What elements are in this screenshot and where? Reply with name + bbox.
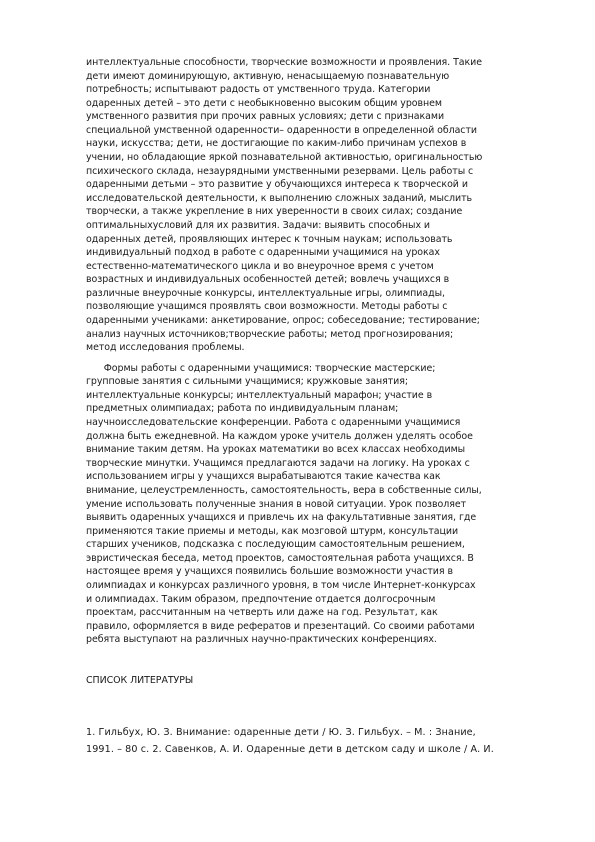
paragraph-gifted-children [86,56,548,355]
text-line: должна быть ежедневной. На каждом уроке учитель должен уделять особое [86,430,473,442]
reference-line: 1. Гильбух, Ю. З. Внимание: одаренные дети / Ю. З. Гильбух. – М. : Знание, [86,727,476,739]
references-heading: СПИСОК ЛИТЕРАТУРЫ [86,674,194,686]
text-line: Формы работы с одаренными учащимися: творческие мастерские; [86,362,436,374]
text-line: интеллектуальные конкурсы; интеллектуальный марафон; участие в [86,389,433,401]
text-line: метод исследования проблемы. [86,342,245,354]
text-line: возрастных и индивидуальных особенностей детей; вовлечь учащихся в [86,274,450,286]
text-line: ребята выступают на различных научно-практических конференциях. [86,634,437,646]
text-line: использованием игры у учащихся вырабатываются такие качества как [86,471,441,483]
document-page [86,56,548,758]
text-line: старших учеников, подсказка с последующим самостоятельным решением, [86,539,465,551]
text-line: проектам, рассчитанным на четверть или даже на год. Результат, как [86,607,438,619]
text-line: групповые занятия с сильными учащимися; кружковые занятия; [86,376,408,388]
text-line: дети имеют доминирующую, активную, ненасыщаемую познавательную [86,70,450,82]
text-line: внимание таким детям. На уроках математики во всех классах необходимы [86,444,466,456]
text-line: оптимальныхусловий для их развития. Задачи: выявить способных и [86,219,431,231]
text-line: учении, но обладающие яркой познавательной активностью, оригинальностью [86,152,483,164]
text-line: творческие минутки. Учащимся предлагаются задачи на логику. На уроках с [86,457,470,469]
text-line: анализ научных источников;творческие работы; метод прогнозирования; [86,328,454,340]
text-line: индивидуальный подход в работе с одаренными учащимися на уроках [86,247,440,259]
paragraph-work-forms [86,362,548,647]
text-line: одаренных детей, проявляющих интерес к точным наукам; использовать [86,233,453,245]
text-line: и олимпиадах. Таким образом, предпочтение отдается долгосрочным [86,593,436,605]
text-line: олимпиадах и конкурсах различного уровня, в том числе Интернет-конкурсах [86,579,476,591]
reference-line: 1991. – 80 с. 2. Савенков, А. И. Одаренные дети в детском саду и школе / А. И. [86,743,494,755]
text-line: настоящее время у учащихся появились большие возможности участия в [86,566,453,578]
text-line: внимание, целеустремленность, самостоятельность, вера в собственные силы, [86,484,482,496]
text-line: одаренными детьми – это развитие у обучающихся интереса к творческой и [86,179,468,191]
text-line: специальной умственной одаренности– одаренности в определенной области [86,124,477,136]
text-line: потребность; испытывают радость от умственного труда. Категории [86,84,431,96]
text-line: психического склада, незаурядными умственными резервами. Цель работы с [86,165,474,177]
text-line: позволяющие учащимся проявлять свои возможности. Методы работы с [86,301,448,313]
text-line: выявить одаренных учащихся и привлечь их на факультативные занятия, где [86,512,477,524]
text-line: эвристическая беседа, метод проектов, самостоятельная работа учащихся. В [86,552,474,564]
text-line: применяются такие приемы и методы, как мозговой штурм, консультации [86,525,459,537]
text-line: науки, искусства; дети, не достигающие по каким-либо причинам успехов в [86,138,467,150]
text-line: правило, оформляется в виде рефератов и презентаций. Со своими работами [86,620,475,632]
text-line: умение использовать полученные знания в новой ситуации. Урок позволяет [86,498,467,510]
text-line: творчески, а также укрепление в них уверенности в своих силах; создание [86,206,463,218]
text-line: одаренными учениками: анкетирование, опрос; собеседование; тестирование; [86,314,480,326]
text-line: одаренных детей – это дети с необыкновенно высоким общим уровнем [86,97,442,109]
references-list [86,725,548,758]
text-line: исследовательской деятельности, к выполнению сложных заданий, мыслить [86,192,473,204]
text-line: различные внеурочные конкурсы, интеллектуальные игры, олимпиады, [86,287,445,299]
text-line: умственного развития при прочих равных условиях; дети с признаками [86,111,445,123]
text-line: интеллектуальные способности, творческие возможности и проявления. Такие [86,57,483,68]
text-line: естественно-математического цикла и во внеурочное время с учетом [86,260,434,272]
text-line: предметных олимпиадах; работа по индивидуальным планам; [86,403,399,415]
text-line: научноисследовательские конференции. Работа с одаренными учащимися [86,417,461,429]
